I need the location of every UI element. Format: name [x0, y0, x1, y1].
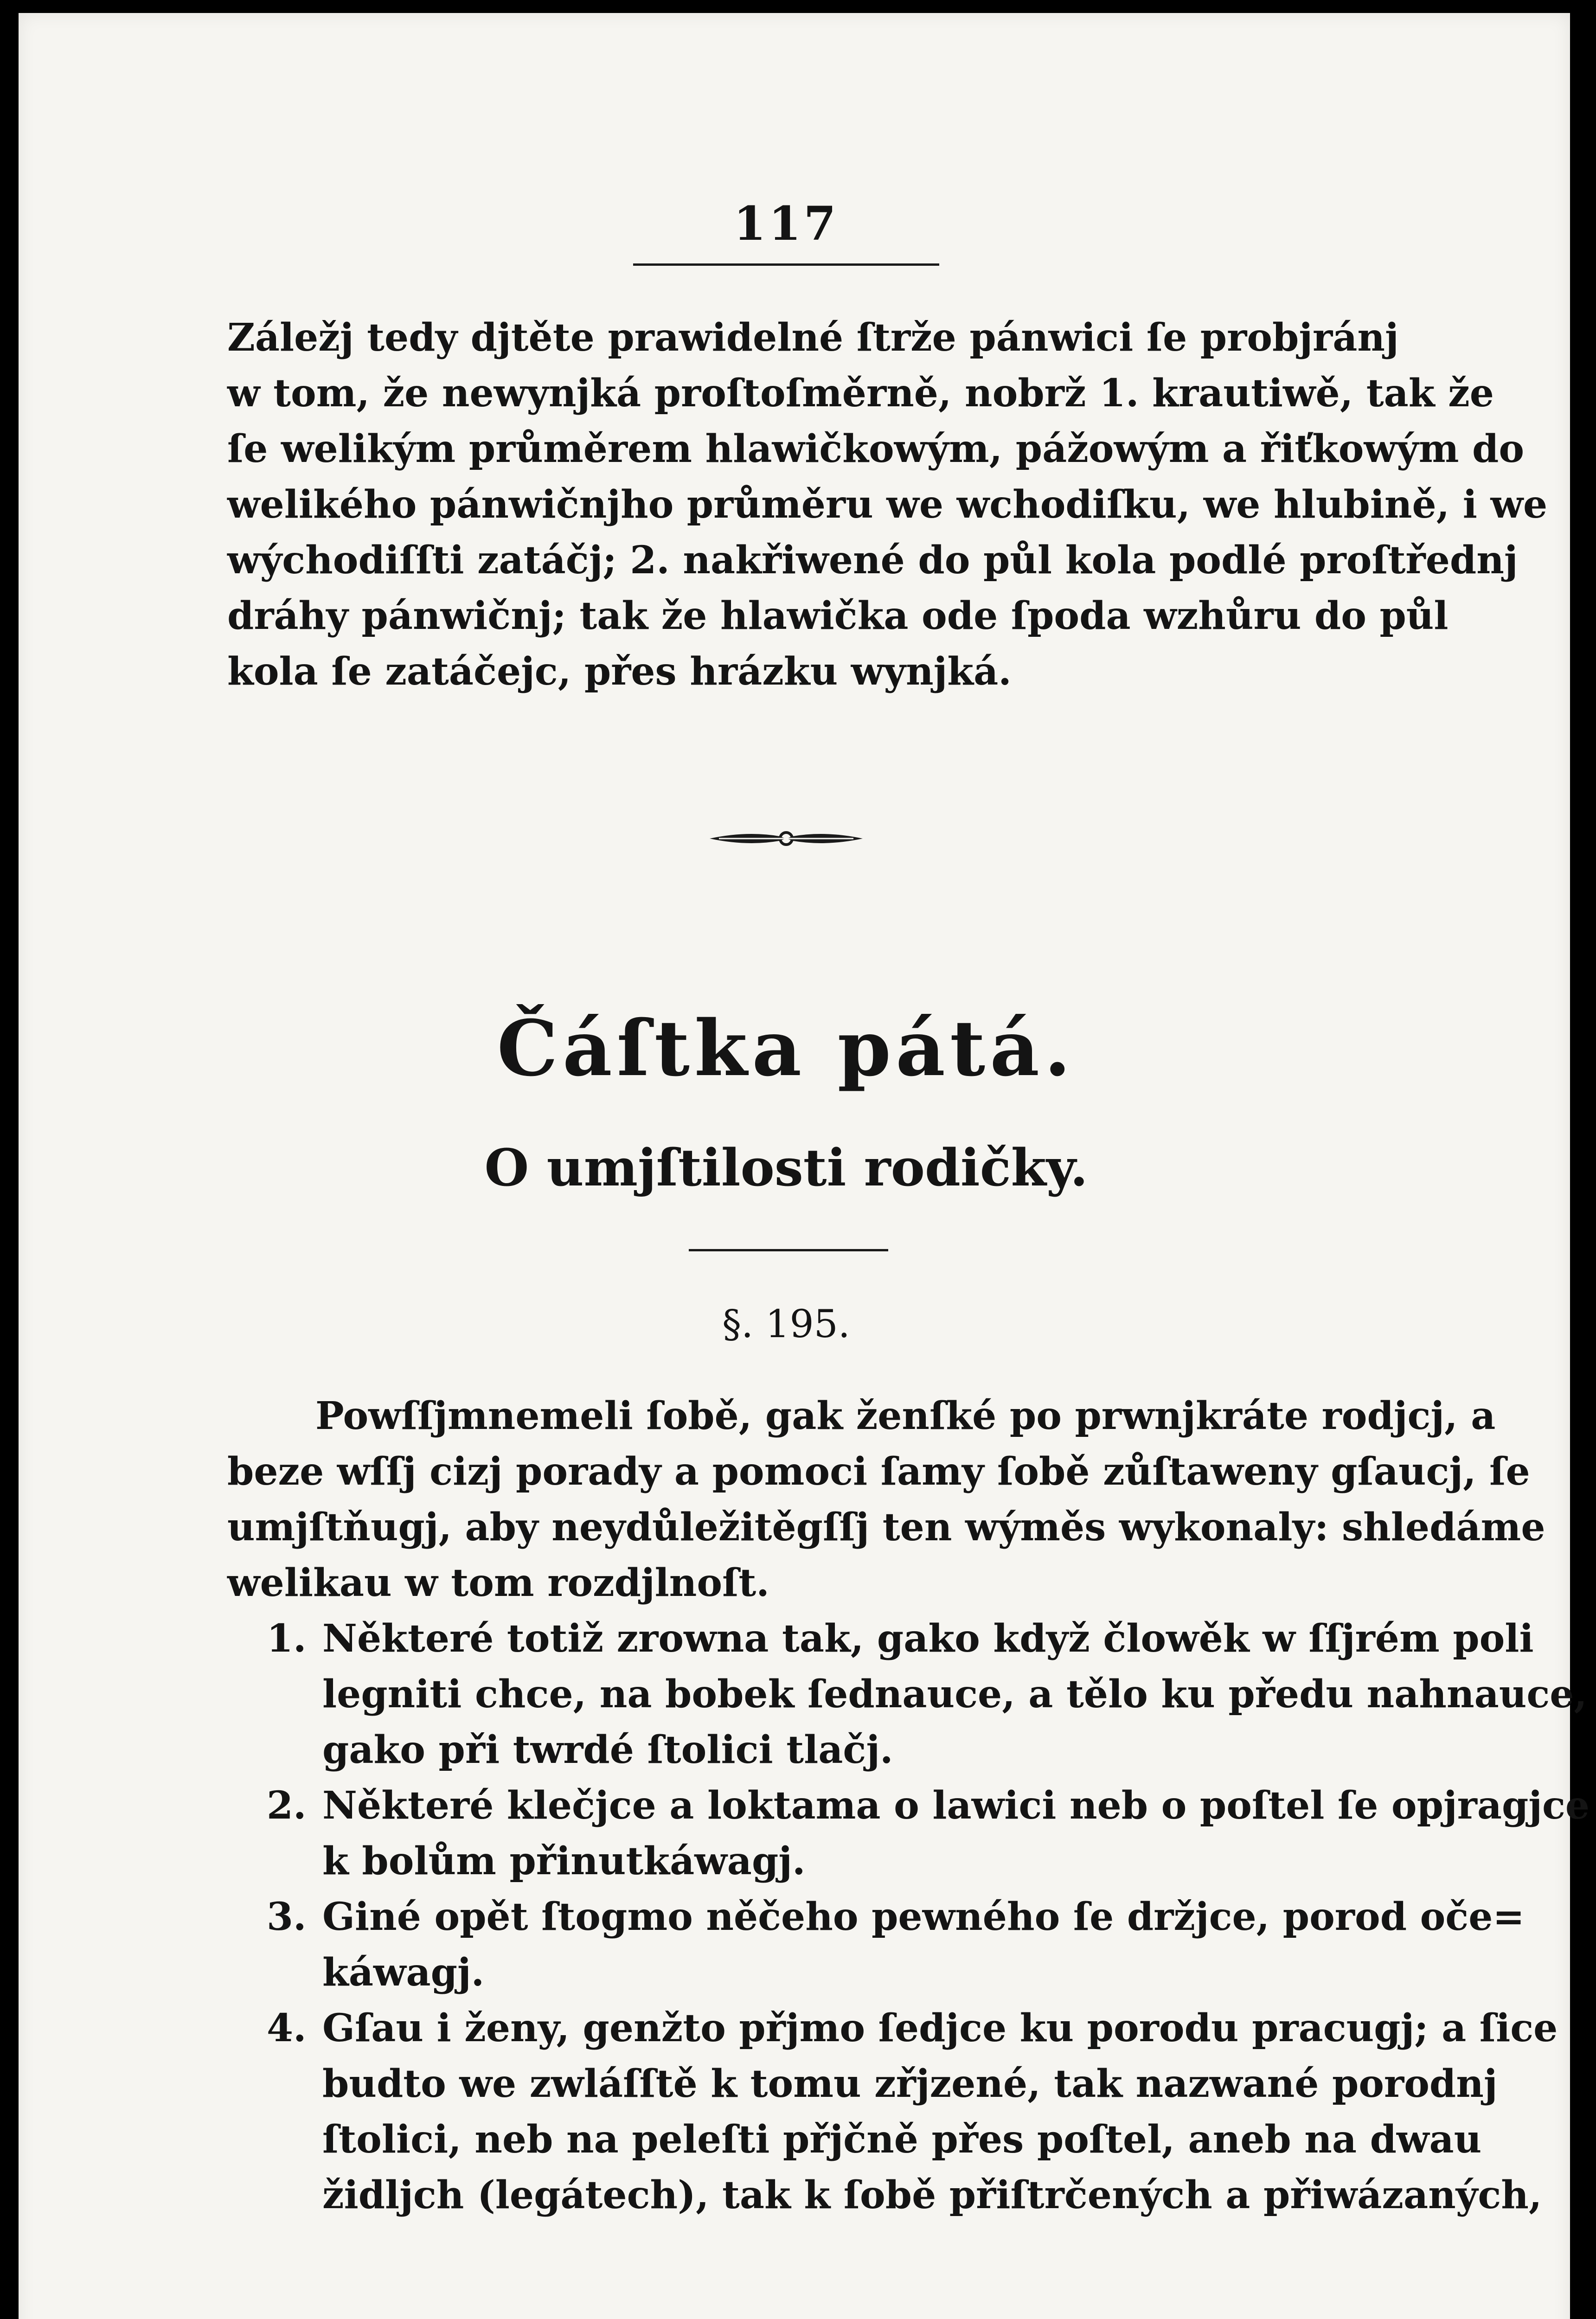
text-line: káwagj. [322, 1950, 485, 1995]
text-line: welikého pánwičnjho průměru we wchodiſku, we hlubině, i we [227, 482, 1548, 527]
list-item [213, 1611, 1587, 1778]
list-item-number: 3. [267, 1895, 307, 1939]
list-item-number: 1. [267, 1616, 307, 1661]
text-line: gako při twrdé ſtolici tlačj. [322, 1728, 893, 1772]
text-line: w tom, že newynjká proſtoſměrně, nobrž 1. krautiwě, tak že [227, 371, 1494, 416]
text-line: Záležj tedy djtěte prawidelné ſtrže pánwici ſe probjránj [227, 315, 1399, 360]
book-page [19, 13, 1590, 2319]
text-line: Některé totiž zrowna tak, gako když člowěk w ſſjrém poli [322, 1616, 1534, 1661]
text-line: budto we zwláſſtě k tomu zřjzené, tak nazwané porodnj [322, 2062, 1498, 2106]
ornament-divider [710, 822, 863, 855]
text-line: wýchodiſſti zatáčj; 2. nakřiwené do půl kola podlé proſtřednj [227, 538, 1518, 583]
numbered-list [213, 1611, 1590, 2223]
list-item-number: 4. [267, 2006, 307, 2050]
text-line: umjſtňugj, aby neydůležitěgſſj ten wýměs wykonaly: shledáme [227, 1505, 1545, 1550]
list-item [213, 1889, 1525, 2000]
header-rule [633, 263, 939, 266]
text-line: welikau w tom rozdjlnoſt. [227, 1561, 769, 1605]
text-line: k bolům přinutkáwagj. [322, 1839, 806, 1883]
text-line: židljch (legátech), tak k ſobě přiſtrčených a přiwázaných, [322, 2173, 1542, 2217]
text-line: legniti chce, na bobek ſednauce, a tělo ku předu nahnauce, [322, 1672, 1587, 1717]
text-line: dráhy pánwičnj; tak že hlawička ode ſpoda wzhůru do půl [227, 594, 1449, 638]
opening-paragraph [227, 310, 1548, 699]
list-item-number: 2. [267, 1783, 307, 1828]
part-title: Čáſtka pátá. [497, 1003, 1076, 1093]
text-line: Powſſjmnemeli ſobě, gak ženſké po prwnjkráte rodjcj, a [315, 1394, 1496, 1438]
part-subtitle: O umjſtilosti rodičky. [484, 1138, 1088, 1198]
text-line: ſtolici, neb na peleſti přjčně přes poſtel, aneb na dwau [322, 2117, 1482, 2162]
text-line: kola ſe zatáčejc, přes hrázku wynjká. [227, 649, 1012, 694]
text-line: Některé klečjce a loktama o lawici neb o poſtel ſe opjragjce [322, 1783, 1590, 1828]
section-paragraph [227, 1388, 1545, 1611]
text-line: ſe welikým průměrem hlawičkowým, pážowým a řiťkowým do [227, 427, 1525, 471]
page-number: 117 [733, 196, 839, 251]
list-item [213, 2000, 1558, 2223]
section-rule [689, 1249, 888, 1251]
section-number: §. 195. [722, 1302, 850, 1346]
text-line: Gſau i ženy, genžto přjmo ſedjce ku porodu pracugj; a ſice [322, 2006, 1558, 2050]
list-item [213, 1778, 1590, 1889]
text-line: Giné opět ſtogmo něčeho pewného ſe držjce, porod oče= [322, 1895, 1525, 1939]
text-line: beze wſſj cizj porady a pomoci ſamy ſobě zůſtaweny gſaucj, ſe [227, 1449, 1530, 1494]
